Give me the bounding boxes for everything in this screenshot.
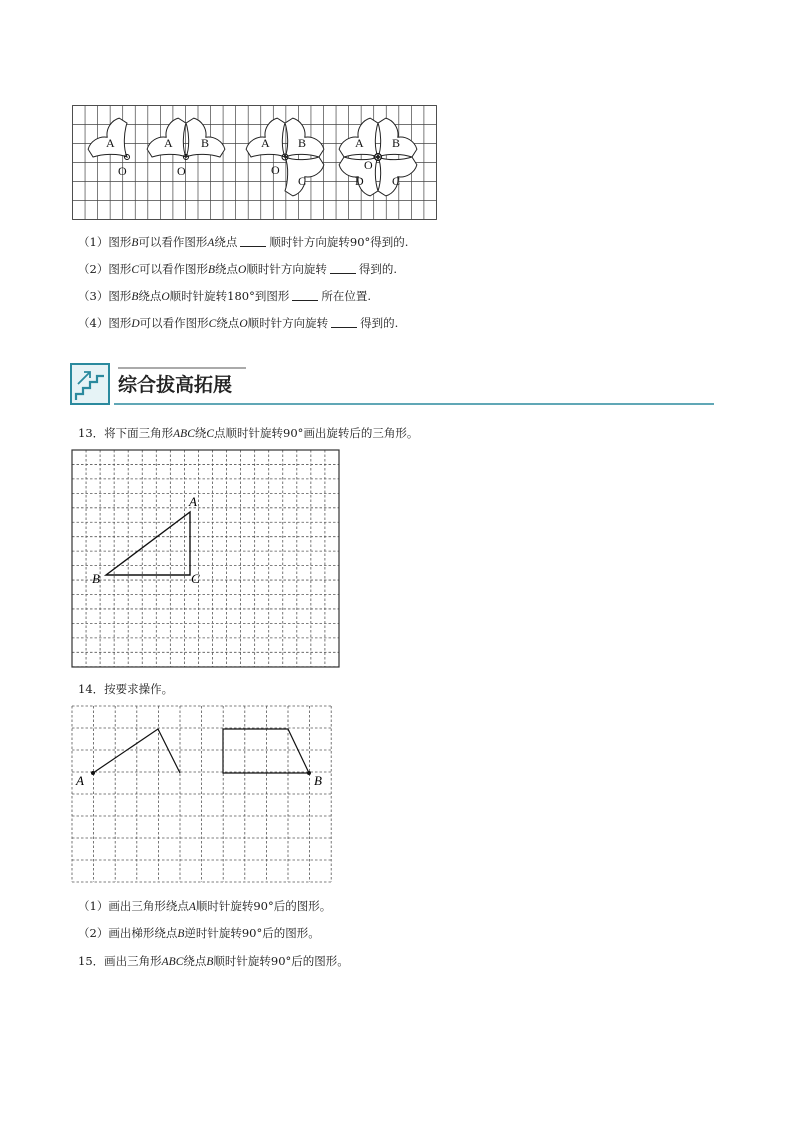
text: 顺时针方向旋转 xyxy=(246,262,327,276)
answer-blank[interactable] xyxy=(292,288,318,301)
text: 可以看作图形 xyxy=(138,235,208,249)
angle: 90° xyxy=(349,235,371,249)
text: 图形 xyxy=(108,262,132,276)
label-a: A xyxy=(164,136,173,150)
text: 所在位置. xyxy=(321,289,372,303)
point-a xyxy=(91,771,95,775)
label-d: D xyxy=(355,174,364,188)
q12-part-1 xyxy=(78,234,408,251)
text: 逆时针旋转 xyxy=(184,926,242,940)
part-number: （4） xyxy=(78,316,109,330)
var: B xyxy=(208,264,216,276)
var: O xyxy=(238,264,247,276)
label-b: B xyxy=(392,136,401,150)
text: 绕点 xyxy=(138,289,162,303)
label-b: B xyxy=(201,136,210,150)
angle: 180° xyxy=(227,289,255,303)
petal-rotation-figure xyxy=(72,105,438,221)
var: D xyxy=(131,318,140,330)
var: O xyxy=(161,291,170,303)
angle: 90° xyxy=(270,954,292,968)
text: 后的图形。 xyxy=(273,899,332,913)
text: 到图形 xyxy=(254,289,290,303)
var: ABC xyxy=(173,428,195,440)
text: 绕 xyxy=(194,426,207,440)
part-number: （3） xyxy=(78,289,109,303)
question-number: 14． xyxy=(78,682,105,696)
triangle-grid-figure[interactable] xyxy=(71,449,341,669)
part-number: （1） xyxy=(78,899,109,913)
text: 顺时针方向旋转 xyxy=(269,235,350,249)
q12-part-2 xyxy=(78,261,397,278)
text: 得到的. xyxy=(370,235,409,249)
q13-prompt xyxy=(78,425,418,442)
text: 顺时针旋转 xyxy=(195,899,254,913)
text: 绕点 xyxy=(216,316,240,330)
label-c: C xyxy=(298,174,307,188)
var: B xyxy=(131,291,139,303)
label-o: O xyxy=(364,158,373,172)
angle: 90° xyxy=(283,426,304,440)
section-title: 综合拔高拓展 xyxy=(118,374,233,396)
text: 将下面三角形 xyxy=(104,426,174,440)
angle: 90° xyxy=(253,899,274,913)
q14-prompt xyxy=(78,681,173,697)
var: A xyxy=(188,901,196,913)
var: ABC xyxy=(161,956,184,968)
text: 画出旋转后的三角形。 xyxy=(303,426,419,440)
text: 图形 xyxy=(108,235,132,249)
text: 顺时针旋转 xyxy=(169,289,228,303)
answer-blank[interactable] xyxy=(240,234,266,247)
answer-blank[interactable] xyxy=(331,315,357,328)
text: 绕点 xyxy=(183,954,207,968)
text: 图形 xyxy=(108,289,132,303)
q12-part-4 xyxy=(78,315,398,332)
var: O xyxy=(239,318,248,330)
var: B xyxy=(206,956,214,968)
label-c: C xyxy=(392,174,401,188)
text: 图形 xyxy=(108,316,132,330)
q14-part-2 xyxy=(78,925,320,942)
var: C xyxy=(208,318,217,330)
label-a: A xyxy=(76,773,84,788)
label-o: O xyxy=(177,164,186,178)
trapezoid-grid-figure[interactable] xyxy=(71,705,333,887)
var: C xyxy=(131,264,139,276)
text: 画出梯形绕点 xyxy=(108,926,178,940)
label-a: A xyxy=(189,494,197,509)
text: 绕点 xyxy=(215,262,239,276)
var: B xyxy=(177,928,185,940)
text: 顺时针方向旋转 xyxy=(247,316,329,330)
text: 画出三角形绕点 xyxy=(108,899,189,913)
text: 可以看作图形 xyxy=(139,262,208,276)
text: 按要求操作。 xyxy=(104,682,174,696)
point-b xyxy=(307,771,311,775)
text: 可以看作图形 xyxy=(139,316,209,330)
text: 画出三角形 xyxy=(104,954,162,968)
q14-part-1 xyxy=(78,898,331,915)
text: 后的图形。 xyxy=(291,954,349,968)
text: 后的图形。 xyxy=(262,926,320,940)
label-a: A xyxy=(106,136,115,150)
part-number: （2） xyxy=(78,262,109,276)
label-b: B xyxy=(92,571,100,586)
question-number: 15． xyxy=(78,954,105,968)
grid-border xyxy=(72,450,339,667)
label-o: O xyxy=(271,163,280,177)
text: 得到的. xyxy=(358,262,397,276)
label-b: B xyxy=(314,773,322,788)
label-a: A xyxy=(261,136,270,150)
angle: 90° xyxy=(241,926,263,940)
text: 顺时针旋转 xyxy=(213,954,271,968)
answer-blank[interactable] xyxy=(330,261,356,274)
part-number: （2） xyxy=(78,926,109,940)
label-c: C xyxy=(191,571,200,586)
var: C xyxy=(206,428,215,440)
var: A xyxy=(207,237,215,249)
label-o: O xyxy=(118,164,127,178)
part-number: （1） xyxy=(78,235,109,249)
q12-part-3 xyxy=(78,288,371,305)
label-a: A xyxy=(355,136,364,150)
text: 点顺时针旋转 xyxy=(214,426,284,440)
q15-prompt xyxy=(78,953,349,970)
text: 得到的. xyxy=(360,316,399,330)
label-b: B xyxy=(298,136,307,150)
text: 绕点 xyxy=(214,235,238,249)
question-number: 13． xyxy=(78,426,105,440)
var: B xyxy=(131,237,139,249)
